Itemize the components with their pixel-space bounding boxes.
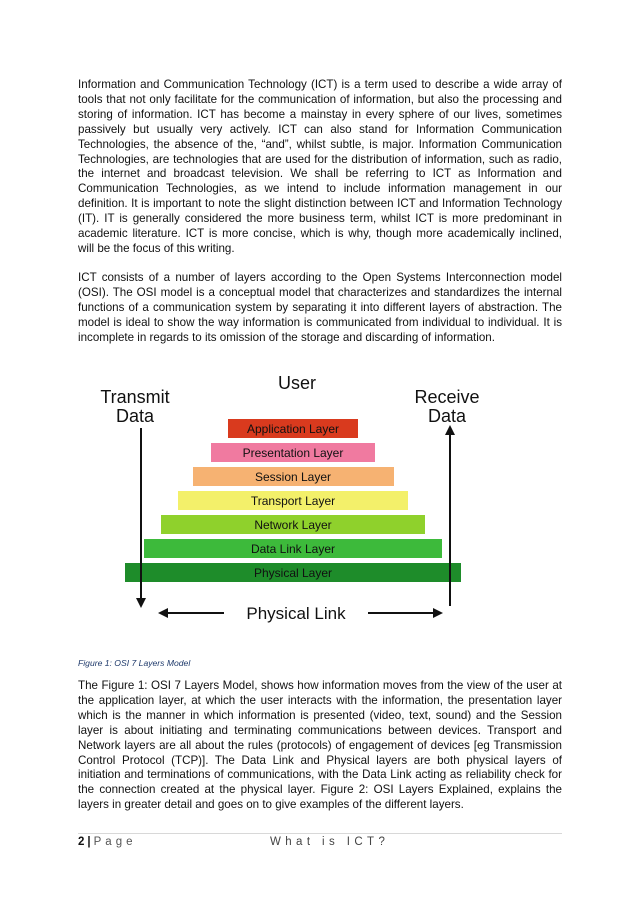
- footer-separator: |: [87, 836, 91, 848]
- transport-layer-label: Transport Layer: [250, 494, 336, 508]
- physical-link-label: Physical Link: [246, 604, 346, 623]
- paragraph-ict-definition: Information and Communication Technology (ICT) is a term used to describe a wide array of tools that not only facilitate for the communication of information, but also the processing and storing of information. ICT has become a mainstay in every sphere of our lives, sometimes passively but usually very actively. ICT can also stand for Information Communication Technologies, the absence of the, “and”, whilst subtle, is major. Information Communication Technologies, are technologies that are used for the distribution of information, such as radio, the internet and broadcast television. We shall be referring to ICT as Information and Communication Technologies, as we intend to include information management in our definition. It is important to note the slight distinction between ICT and Information Technology (IT). IT is generally considered the more business term, whilst ICT is more predominant in academic literature. ICT is more concise, which is why, though more academically inclined, will be the focus of this writing.: [78, 78, 562, 255]
- osi-layers-diagram: [78, 368, 562, 646]
- data-link-layer-label: Data Link Layer: [250, 542, 336, 556]
- footer-document-title: What is ICT?: [270, 836, 390, 848]
- session-layer-label: Session Layer: [254, 470, 332, 484]
- presentation-layer-label: Presentation Layer: [242, 446, 344, 460]
- page-footer: [78, 836, 562, 848]
- figure-caption: Figure 1: OSI 7 Layers Model: [78, 658, 191, 668]
- osi-layers-figure: [78, 368, 562, 646]
- paragraph-figure-explanation: The Figure 1: OSI 7 Layers Model, shows how information moves from the view of the user at the application layer, at which the user interacts with the information, the presentation layer which is the manner in which information is presented (video, text, sound) and the Session layer is about initiating and terminating communications between devices. Transport and Network layers are all about the rules (protocols) of engagement of devices [eg Transmission Control Protocol (TCP)]. The Data Link and Physical layers are both physical layers of initiation and terminations of communications, with the Data Link acting as reliability check for the connection created at the physical layer. Figure 2: OSI Layers Explained, explains the layers in greater detail and goes on to give examples of the different layers.: [78, 679, 562, 812]
- user-label: User: [277, 373, 317, 393]
- network-layer-label: Network Layer: [254, 518, 332, 532]
- receive-label: Receive: [414, 387, 480, 407]
- layer-pyramid: [125, 419, 461, 582]
- paragraph-osi-model: ICT consists of a number of layers according to the Open Systems Interconnection model (OSI). The OSI model is a conceptual model that characterizes and standardizes the internal functions of a communication system by separating it into different layers of abstraction. The model is ideal to show the way information is communicated from individual to individual. It is incomplete in regards to its omission of the storage and discarding of information.: [78, 271, 562, 344]
- receive-data-label: Data: [427, 406, 467, 426]
- application-layer-label: Application Layer: [246, 422, 340, 436]
- transmit-label: Transmit: [100, 387, 170, 407]
- transmit-data-label: Data: [115, 406, 155, 426]
- footer-divider: [78, 833, 562, 834]
- page-number: 2: [78, 836, 85, 848]
- physical-layer-label: Physical Layer: [253, 566, 333, 580]
- page-label: Page: [93, 836, 137, 848]
